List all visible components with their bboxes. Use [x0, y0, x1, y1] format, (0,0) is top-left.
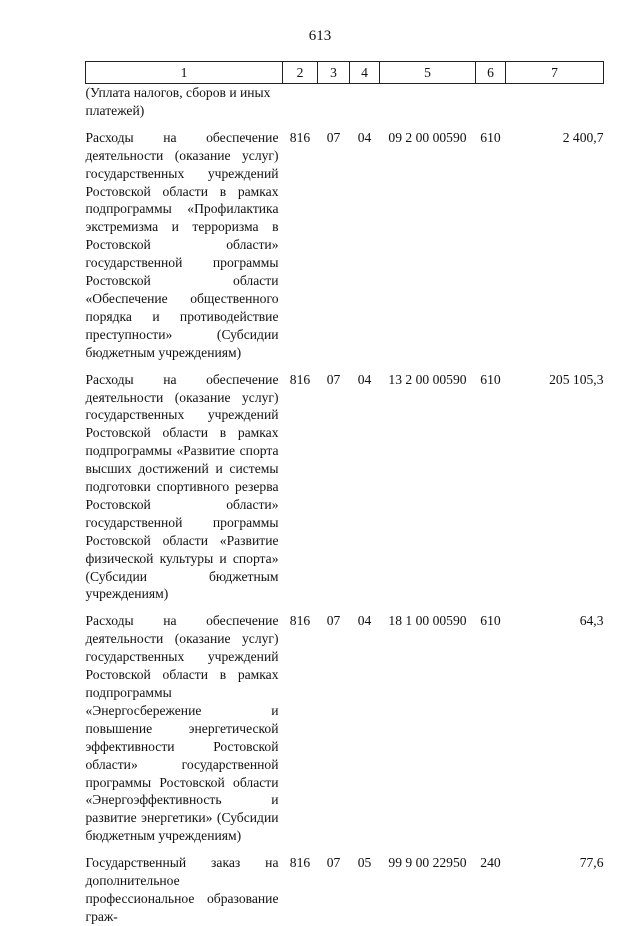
row-amount: [506, 84, 604, 120]
row-target-article: 13 2 00 00590: [388, 371, 467, 387]
row-expense-type: 610: [480, 613, 501, 629]
row-subsection: 04: [357, 371, 372, 387]
row-amount: 64,3: [579, 613, 604, 629]
row-amount: 77,6: [579, 855, 604, 871]
row-code-admin: [283, 84, 318, 120]
table-header-row: [86, 62, 604, 84]
row-description: Государственный заказ на дополнительное профессиональное образование граж-: [85, 855, 279, 924]
row-subsection: 05: [357, 855, 372, 871]
column-header-6: 6: [476, 62, 506, 84]
row-expense-type: 610: [480, 129, 501, 145]
row-section: 07: [326, 371, 341, 387]
row-target-article: [380, 84, 476, 120]
row-target-article: 99 9 00 22950: [388, 855, 467, 871]
table-row: [86, 84, 604, 120]
row-expense-type: 240: [480, 855, 501, 871]
row-subsection: 04: [357, 613, 372, 629]
row-description: Расходы на обеспечение деятельности (оказание услуг) государственных учреждений Ростовской области в рамках подпрограммы «Энергосбережение и повышение энергетической эффективности Ростовской области» государственной программы Ростовской области «Энергоэффективность и развитие энергетики» (Субсидии бюджетным учреждениям): [85, 613, 279, 844]
row-subsection: [350, 84, 380, 120]
row-section: 07: [326, 855, 341, 871]
row-section: 07: [326, 129, 341, 145]
column-header-5: 5: [380, 62, 476, 84]
row-code-admin: 816: [289, 129, 311, 145]
page-number: 613: [308, 28, 332, 44]
row-subsection: 04: [357, 129, 372, 145]
column-header-1: 1: [86, 62, 283, 84]
column-header-4: 4: [350, 62, 380, 84]
table-row: [86, 845, 604, 926]
row-expense-type: 610: [480, 371, 501, 387]
column-header-7: 7: [506, 62, 604, 84]
row-description: Расходы на обеспечение деятельности (оказание услуг) государственных учреждений Ростовской области в рамках подпрограммы «Профилактика экстремизма и терроризма в Ростовской области» государственной программы Ростовской области «Обеспечение общественного порядка и противодействие преступности» (Субсидии бюджетным учреждениям): [85, 129, 279, 360]
row-section: [318, 84, 350, 120]
row-expense-type: [476, 84, 506, 120]
column-header-2: 2: [283, 62, 318, 84]
row-target-article: 18 1 00 00590: [388, 613, 467, 629]
table-row: [86, 603, 604, 845]
row-section: 07: [326, 613, 341, 629]
column-header-3: 3: [318, 62, 350, 84]
row-code-admin: 816: [289, 371, 311, 387]
budget-table: [85, 61, 604, 926]
row-target-article: 09 2 00 00590: [388, 129, 467, 145]
table-row: [86, 120, 604, 362]
row-amount: 205 105,3: [549, 371, 604, 387]
row-code-admin: 816: [289, 855, 311, 871]
row-description: Расходы на обеспечение деятельности (оказание услуг) государственных учреждений Ростовской области в рамках подпрограммы «Развитие спорта высших достижений и системы подготовки спортивного резерва Ростовской области» государственной программы Ростовской области «Развитие физической культуры и спорта» (Субсидии бюджетным учреждениям): [85, 371, 279, 602]
row-description: (Уплата налогов, сборов и иных платежей): [85, 85, 271, 118]
row-code-admin: 816: [289, 613, 311, 629]
table-row: [86, 362, 604, 604]
row-amount: 2 400,7: [562, 129, 604, 145]
